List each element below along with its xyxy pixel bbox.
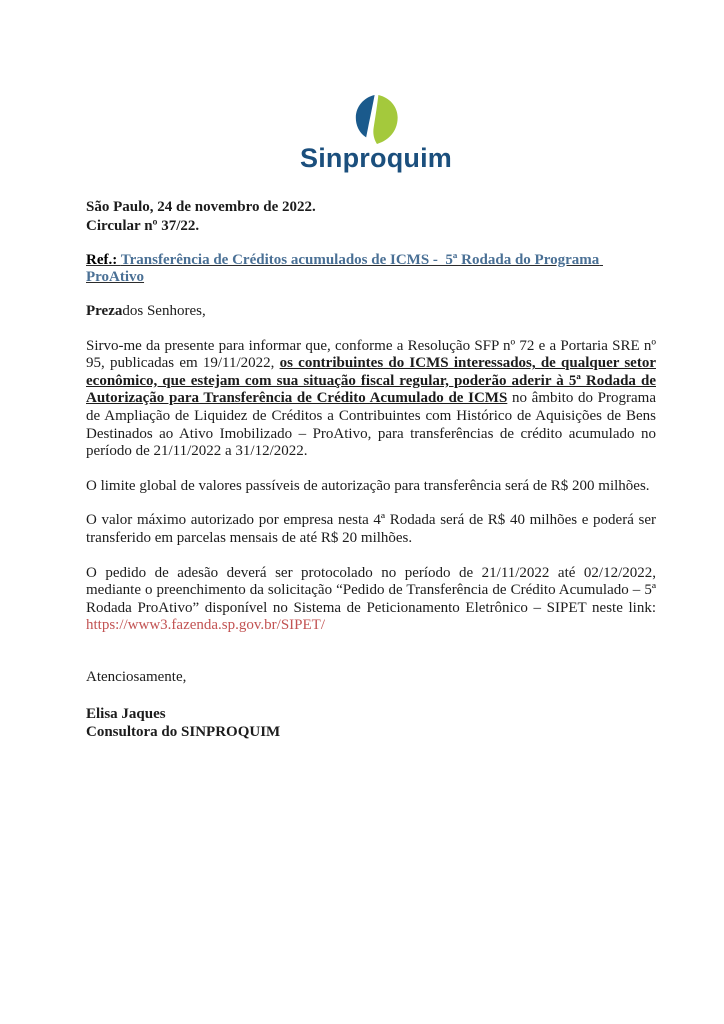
reference-heading [86, 252, 656, 286]
paragraph-company-limit: O valor máximo autorizado por empresa nesta 4ª Rodada será de R$ 40 milhões e poderá ser transferido em parcelas mensais de até R$ 20 milhões. [86, 512, 656, 546]
sinproquim-logo [96, 0, 656, 174]
logo-wordmark: Sinproquim [300, 143, 452, 173]
paragraph-resolution-pre: Sirvo-me da presente para informar que, conforme a Resolução SFP nº 72 e a Portaria SRE nº 95, publicadas em 19/11/2022, [86, 337, 656, 372]
reference-title: Transferência de Créditos acumulados de ICMS - 5ª Rodada do Programa ProAtivo [86, 252, 603, 285]
logo-leaf-icon [353, 94, 400, 145]
signature-block [86, 705, 656, 742]
signer-title: Consultora do SINPROQUIM [86, 724, 281, 740]
salutation-bold-part: Preza [86, 303, 123, 319]
signer-name: Elisa Jaques [86, 705, 166, 722]
paragraph-resolution [86, 338, 656, 461]
closing-regards: Atenciosamente, [86, 668, 187, 685]
paragraph-resolution-highlight: os contribuintes do ICMS interessados, de qualquer setor econômico, que estejam com sua situação fiscal regular, poderão aderir à 5ª Rodada de Autorização para Transferência de Crédito Acumulado de ICMS [86, 355, 656, 407]
date-line: São Paulo, 24 de novembro de 2022. [86, 199, 316, 215]
reference-label: Ref.: [86, 252, 121, 268]
circular-number: Circular nº 37/22. [86, 218, 200, 234]
sipet-link[interactable]: https://www3.fazenda.sp.gov.br/SIPET/ [86, 617, 325, 634]
logo-petal-right [373, 95, 397, 144]
date-block [86, 198, 656, 236]
paragraph-global-limit: O limite global de valores passíveis de autorização para transferência será de R$ 200 milhões. [86, 477, 650, 494]
paragraph-request-period [86, 565, 656, 635]
paragraph-resolution-post: no âmbito do Programa de Ampliação de Liquidez de Créditos a Contribuintes com Histórico de Aquisições de Bens Destinados ao Ativo Imobilizado – ProAtivo, para transferências de crédito acumulado no período de 21/11/2022 a 31/12/2022. [86, 390, 656, 460]
salutation [86, 303, 656, 321]
paragraph-request-text: O pedido de adesão deverá ser protocolado no período de 21/11/2022 até 02/12/2022, mediante o preenchimento da solicitação “Pedido de Transferência de Crédito Acumulado – 5ª Rodada ProAtivo” disponível no Sistema de Peticionamento Eletrônico – SIPET neste link: [86, 564, 656, 616]
logo-petal-left [355, 95, 374, 137]
salutation-rest: dos Senhores, [122, 303, 206, 319]
